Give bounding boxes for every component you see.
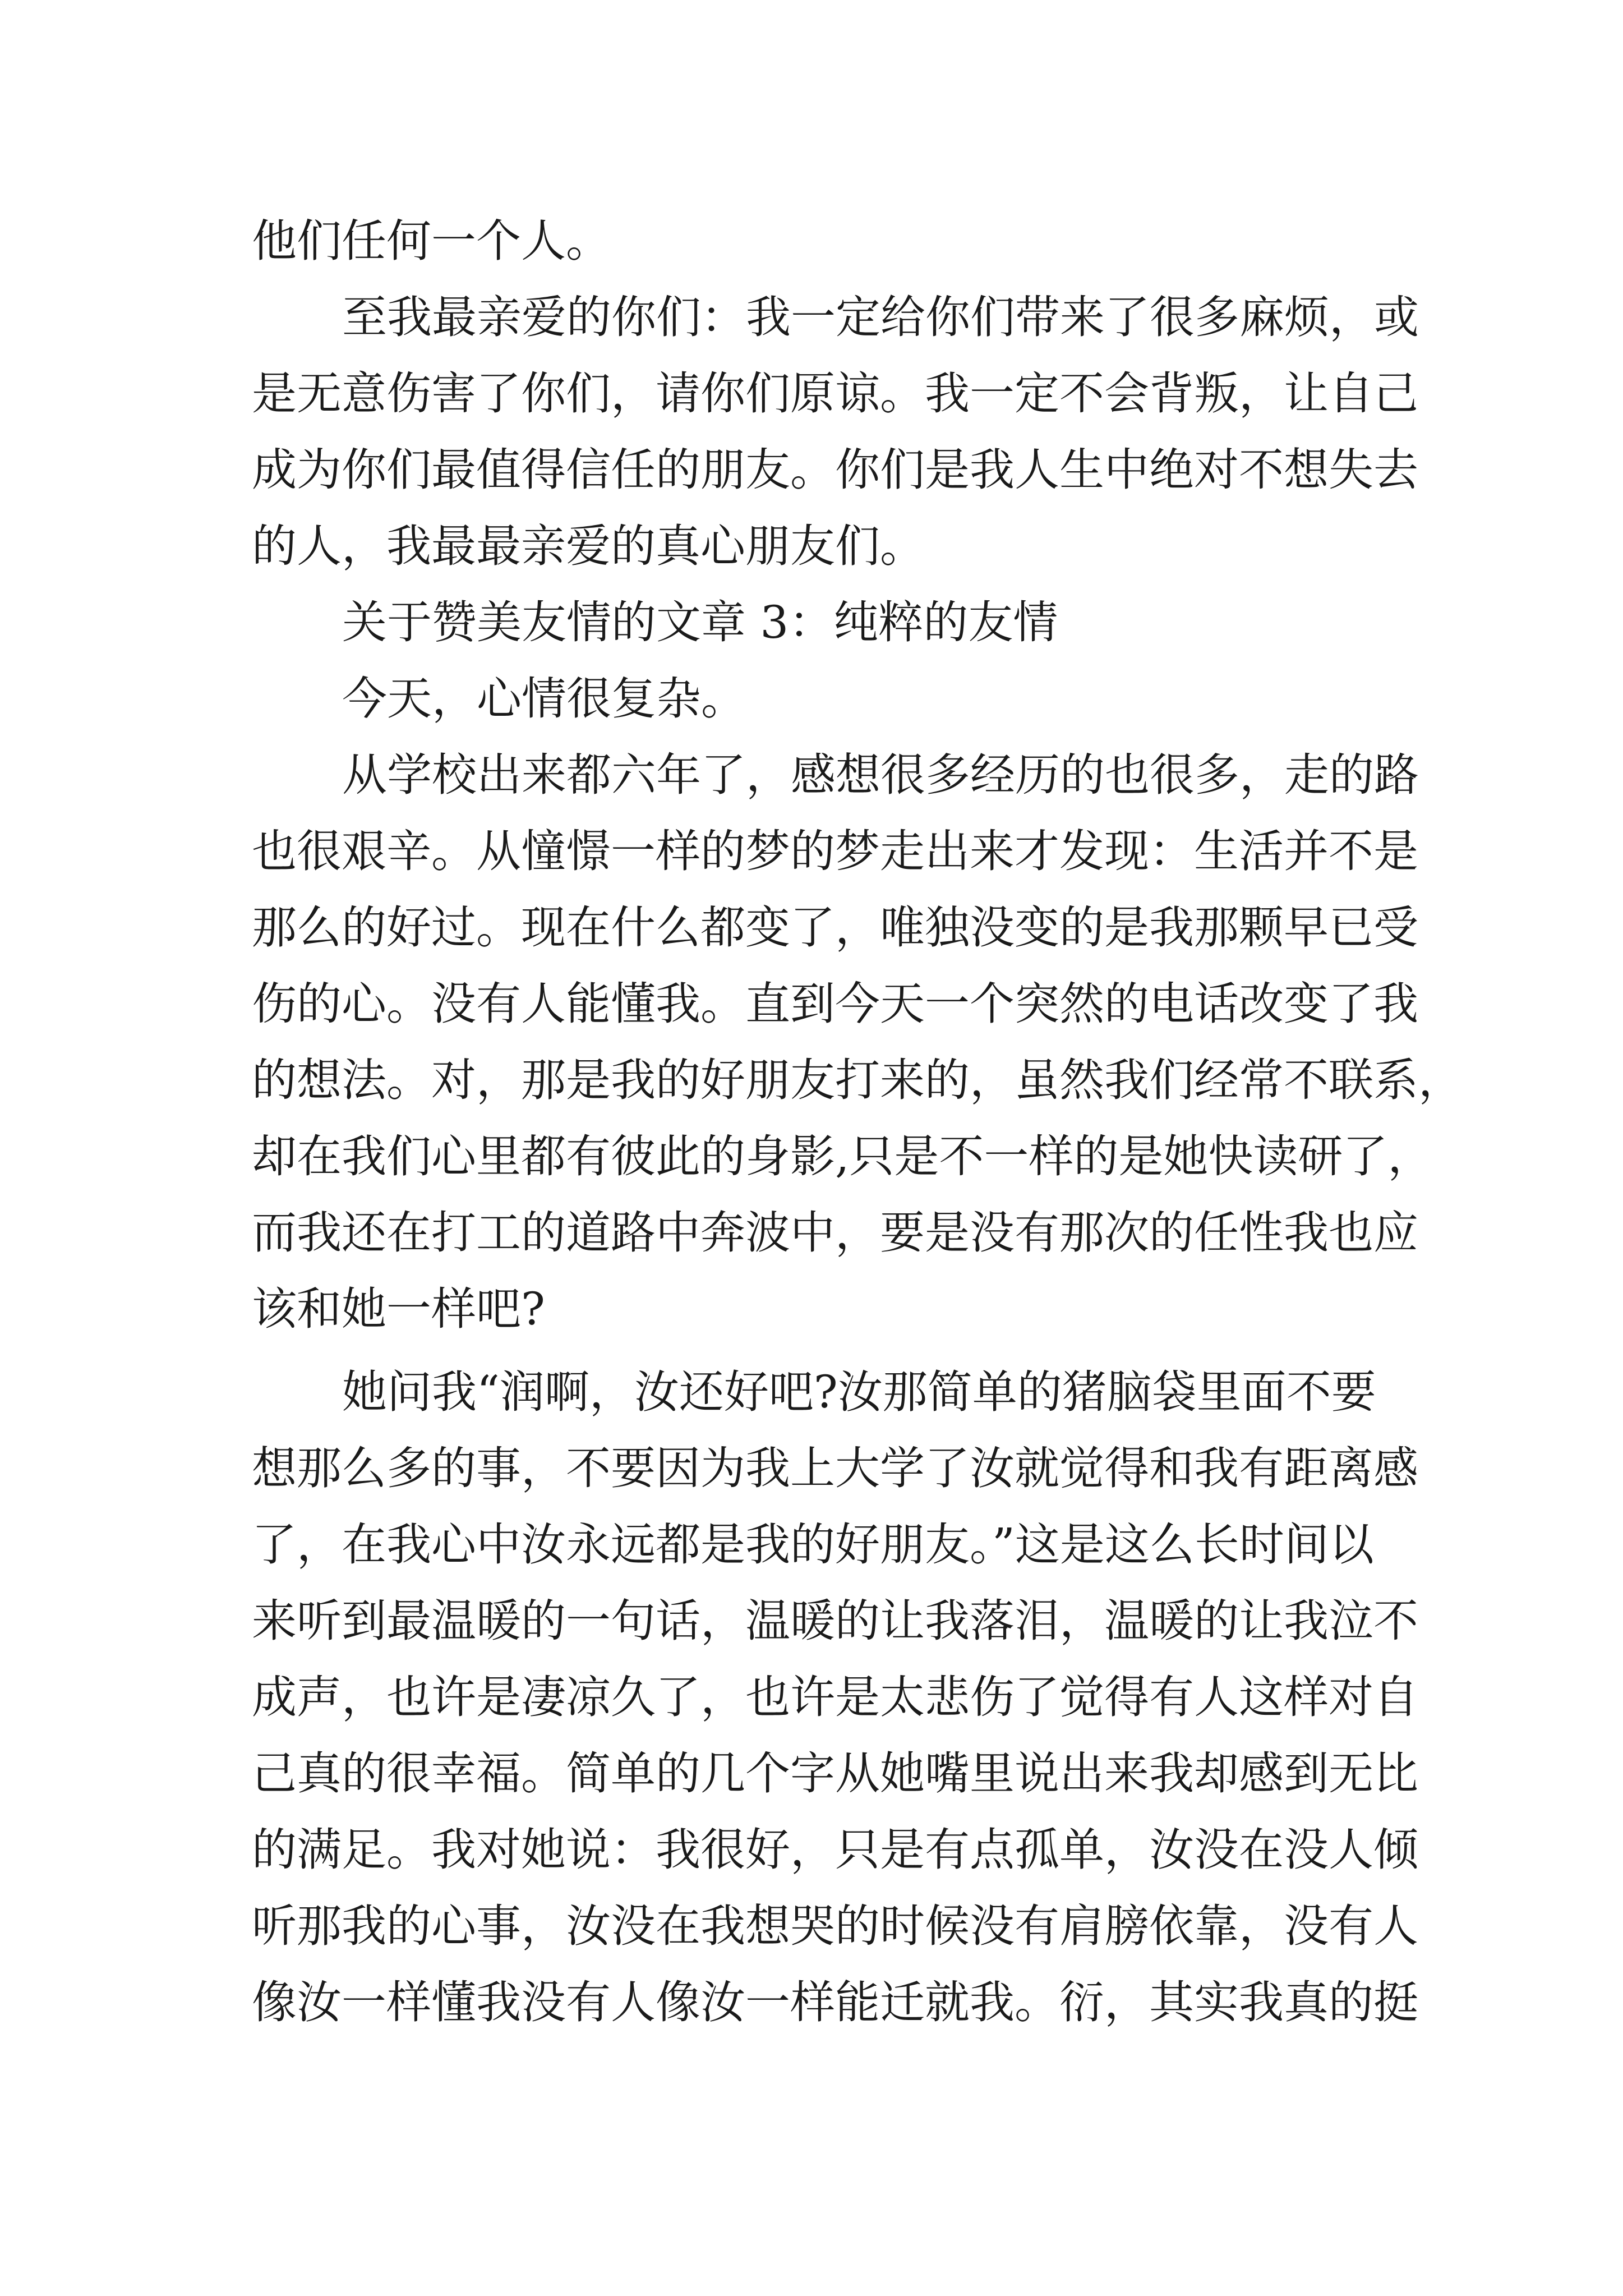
section-heading: 关于赞美友情的文章 3：纯粹的友情	[342, 596, 1058, 648]
text-line: 的人，我最最亲爱的真心朋友们。	[252, 520, 925, 572]
paragraph-first-line: 至我最亲爱的你们：我一定给你们带来了很多麻烦，或	[342, 291, 1419, 343]
text-line: 想那么多的事，不要因为我上大学了汝就觉得和我有距离感	[252, 1442, 1418, 1494]
text-line: 是无意伤害了你们，请你们原谅。我一定不会背叛，让自己	[252, 367, 1418, 420]
text-line: 成声，也许是凄凉久了，也许是太悲伤了觉得有人这样对自	[252, 1671, 1418, 1723]
text-line: 那么的好过。现在什么都变了，唯独没变的是我那颗早已受	[252, 901, 1418, 954]
text-line: 的想法。对，那是我的好朋友打来的，虽然我们经常不联系，	[252, 1054, 1463, 1106]
text-line: 而我还在打工的道路中奔波中，要是没有那次的任性我也应	[252, 1207, 1418, 1259]
text-line: 的满足。我对她说：我很好，只是有点孤单，汝没在没人倾	[252, 1824, 1418, 1876]
text-line: 来听到最温暖的一句话，温暖的让我落泪，温暖的让我泣不	[252, 1595, 1418, 1647]
text-line: 了，在我心中汝永远都是我的好朋友。”这是这么长时间以	[252, 1519, 1374, 1571]
text-line: 伤的心。没有人能懂我。直到今天一个突然的电话改变了我	[252, 978, 1418, 1030]
text-line: 却在我们心里都有彼此的身影,只是不一样的是她快读研了，	[252, 1130, 1433, 1182]
paragraph-first-line: 今天，心情很复杂。	[342, 673, 746, 725]
text-line: 他们任何一个人。	[252, 215, 611, 267]
text-line: 也很艰辛。从憧憬一样的梦的梦走出来才发现：生活并不是	[252, 825, 1418, 877]
text-line: 听那我的心事，汝没在我想哭的时候没有肩膀依靠，没有人	[252, 1900, 1418, 1952]
text-line: 该和她一样吧?	[252, 1283, 545, 1335]
paragraph-first-line: 从学校出来都六年了，感想很多经历的也很多，走的路	[342, 749, 1419, 801]
paragraph-first-line: 她问我“润啊，汝还好吧?汝那简单的猪脑袋里面不要	[342, 1366, 1376, 1418]
text-line: 像汝一样懂我没有人像汝一样能迁就我。衍，其实我真的挺	[252, 1976, 1418, 2028]
text-line: 己真的很幸福。简单的几个字从她嘴里说出来我却感到无比	[252, 1747, 1418, 1800]
text-line: 成为你们最值得信任的朋友。你们是我人生中绝对不想失去	[252, 444, 1418, 496]
